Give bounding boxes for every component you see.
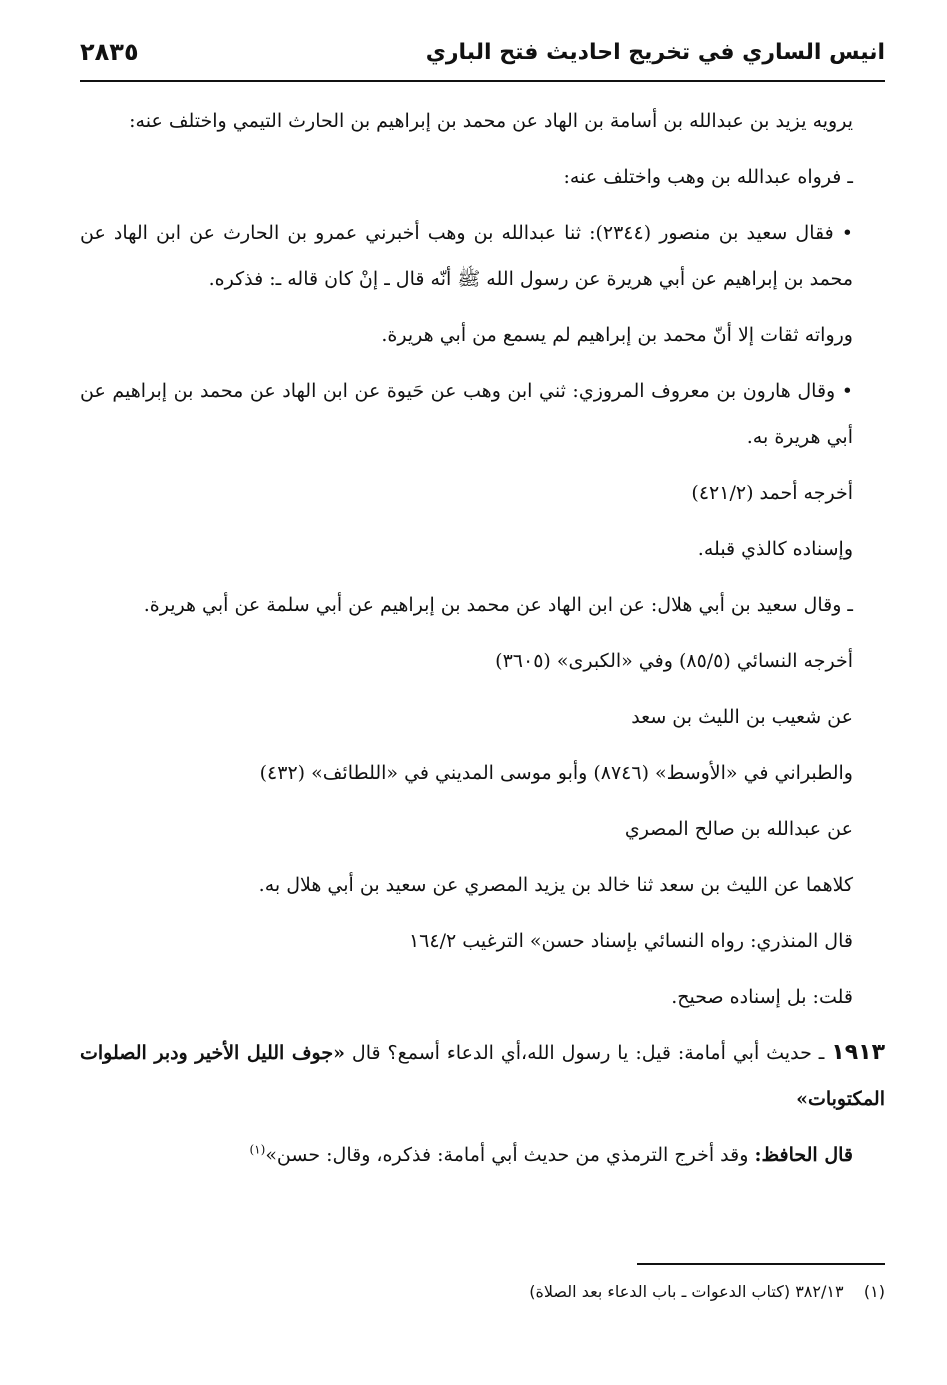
paragraph-1: يرويه يزيد بن عبدالله بن أسامة بن الهاد عن محمد بن إبراهيم بن الحارث التيمي واختلف عنه: <box>129 110 853 132</box>
hadith-entry <box>80 1030 885 1122</box>
paragraph-9: أخرجه النسائي (٨٥/٥) وفي «الكبرى» (٣٦٠٥) <box>495 650 853 672</box>
hadith-quote: «جوف الليل الأخير ودبر الصلوات المكتوبات» <box>80 1042 885 1110</box>
paragraph-3: • فقال سعيد بن منصور (٢٣٤٤): ثنا عبدالله بن وهب أخبرني عمرو بن الحارث عن ابن الهاد عن محمد بن إبراهيم عن أبي هريرة عن رسول الله ﷺ أنّه قال ـ إنْ كان قاله ـ: فذكره. <box>80 222 853 290</box>
page-number: ٢٨٣٥ <box>80 38 139 66</box>
footnote <box>80 1278 885 1306</box>
paragraph-4: ورواته ثقات إلا أنّ محمد بن إبراهيم لم يسمع من أبي هريرة. <box>381 324 853 346</box>
hafiz-label: قال الحافظ: <box>754 1144 853 1166</box>
hadith-number: ١٩١٣ <box>831 1040 885 1065</box>
paragraph-10: عن شعيب بن الليث بن سعد <box>631 706 853 728</box>
paragraph-7: وإسناده كالذي قبله. <box>697 538 853 560</box>
page-header <box>80 34 885 82</box>
hafiz-comment <box>80 1132 885 1178</box>
paragraph-5: • وقال هارون بن معروف المروزي: ثني ابن وهب عن حَيوة عن ابن الهاد عن محمد بن إبراهيم عن أبي هريرة به. <box>80 380 853 448</box>
hadith-lead: ـ حديث أبي أمامة: قيل: يا رسول الله،أي الدعاء أسمع؟ قال <box>344 1042 825 1064</box>
paragraph-15: قلت: بل إسناده صحيح. <box>671 986 853 1008</box>
paragraph-6: أخرجه أحمد (٤٢١/٢) <box>691 482 853 504</box>
hafiz-text: وقد أخرج الترمذي من حديث أبي أمامة: فذكره، وقال: حسن» <box>265 1144 755 1166</box>
footnote-text: ٣٨٢/١٣ (كتاب الدعوات ـ باب الدعاء بعد الصلاة) <box>529 1282 844 1301</box>
paragraph-8: ـ وقال سعيد بن أبي هلال: عن ابن الهاد عن محمد بن إبراهيم عن أبي سلمة عن أبي هريرة. <box>143 594 853 616</box>
footnote-marker: (١) <box>863 1282 885 1301</box>
paragraph-14: قال المنذري: رواه النسائي بإسناد حسن» الترغيب ١٦٤/٢ <box>408 930 853 952</box>
paragraph-11: والطبراني في «الأوسط» (٨٧٤٦) وأبو موسى المديني في «اللطائف» (٤٣٢) <box>259 762 853 784</box>
running-title: انيس الساري في تخريج احاديث فتح الباري <box>425 40 885 65</box>
paragraph-13: كلاهما عن الليث بن سعد ثنا خالد بن يزيد المصري عن سعيد بن أبي هلال به. <box>258 874 853 896</box>
footnote-reference[interactable]: (١) <box>249 1142 266 1157</box>
footnote-divider <box>637 1263 885 1265</box>
paragraph-2: ـ فرواه عبدالله بن وهب واختلف عنه: <box>563 166 853 188</box>
main-text <box>80 98 885 1178</box>
paragraph-12: عن عبدالله بن صالح المصري <box>624 818 853 840</box>
